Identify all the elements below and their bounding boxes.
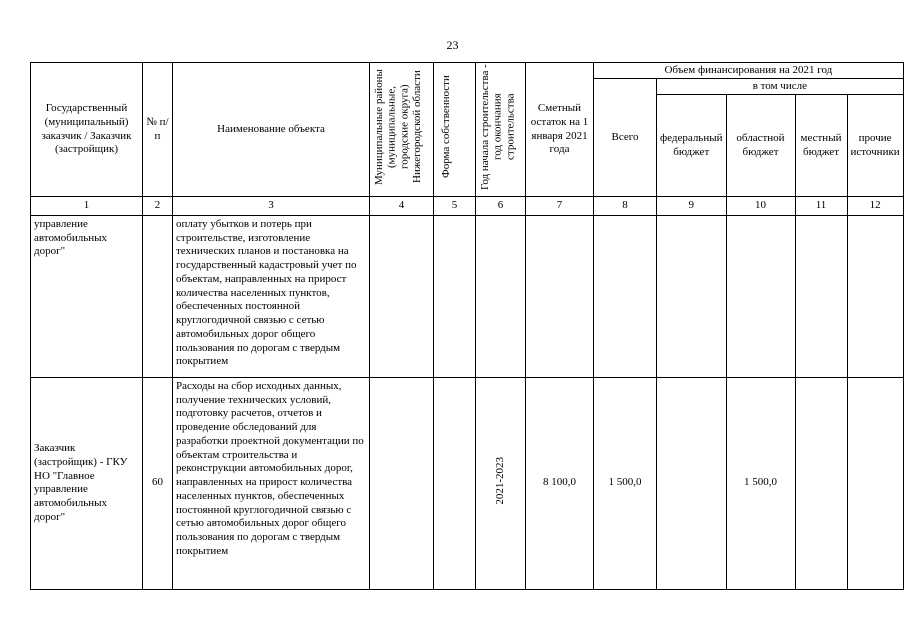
- column-number: 2: [143, 197, 173, 216]
- cell-regional: 1 500,0: [726, 377, 795, 589]
- financing-table: [30, 62, 904, 590]
- header-federal: федеральный бюджет: [657, 95, 727, 197]
- header-years: Год начала строительства - год окончания строительства: [476, 63, 526, 197]
- cell-customer: управление автомобильных дорог": [31, 215, 143, 377]
- column-number: 6: [476, 197, 526, 216]
- cell-local: [795, 215, 847, 377]
- cell-object-name: Расходы на сбор исходных данных, получение технических условий, подготовку расчетов, отчетов и проведение обследований для разработки проектной документации по объектам строительства и реконструкции автомобильных дорог, направленных на прирост количества населенных пунктов, обеспеченных постоянной круглогодичной связью с сетью автомобильных дорог общего пользования по дорогам с твердым покрытием: [173, 377, 370, 589]
- column-number: 12: [847, 197, 903, 216]
- cell-federal: [657, 215, 727, 377]
- header-regional: областной бюджет: [726, 95, 795, 197]
- header-total: Всего: [594, 79, 657, 197]
- header-num: № п/п: [143, 63, 173, 197]
- cell-estimate: 8 100,0: [526, 377, 594, 589]
- cell-other: [847, 215, 903, 377]
- column-number: 10: [726, 197, 795, 216]
- header-districts: Муниципальные районы (муниципальные, городские округа) Нижегородской области: [370, 63, 434, 197]
- header-including: в том числе: [657, 79, 904, 95]
- cell-other: [847, 377, 903, 589]
- header-row-1: [31, 63, 904, 79]
- header-customer: Государственный (муниципальный) заказчик / Заказчик (застройщик): [31, 63, 143, 197]
- header-estimate: Сметный остаток на 1 января 2021 года: [526, 63, 594, 197]
- column-number: 11: [795, 197, 847, 216]
- cell-ownership: [434, 215, 476, 377]
- column-number: 3: [173, 197, 370, 216]
- cell-num: [143, 215, 173, 377]
- cell-federal: [657, 377, 727, 589]
- table-row: [31, 377, 904, 589]
- column-number: 5: [434, 197, 476, 216]
- column-number-row: [31, 197, 904, 216]
- cell-local: [795, 377, 847, 589]
- header-object-name: Наименование объекта: [173, 63, 370, 197]
- cell-total: [594, 215, 657, 377]
- cell-years: [476, 377, 526, 589]
- page-number: 23: [446, 38, 459, 52]
- cell-estimate: [526, 215, 594, 377]
- cell-districts: [370, 215, 434, 377]
- cell-customer: Заказчик (застройщик) - ГКУ НО "Главное управление автомобильных дорог": [31, 377, 143, 589]
- cell-total: 1 500,0: [594, 377, 657, 589]
- header-other: прочие источники: [847, 95, 903, 197]
- column-number: 4: [370, 197, 434, 216]
- years-value: 2021-2023: [494, 457, 507, 505]
- header-financing: Объем финансирования на 2021 год: [594, 63, 904, 79]
- header-ownership: Форма собственности: [434, 63, 476, 197]
- column-number: 7: [526, 197, 594, 216]
- column-number: 8: [594, 197, 657, 216]
- column-number: 1: [31, 197, 143, 216]
- cell-regional: [726, 215, 795, 377]
- cell-districts: [370, 377, 434, 589]
- cell-object-name: оплату убытков и потерь при строительстве, изготовление технических планов и постановка на государственный кадастровый учет по объектам, направленных на прирост количества населенных пунктов, обеспеченных постоянной круглогодичной связью с сетью автомобильных дорог общего пользования по дорогам с твердым покрытием: [173, 215, 370, 377]
- cell-years: [476, 215, 526, 377]
- table-row: [31, 215, 904, 377]
- cell-ownership: [434, 377, 476, 589]
- column-number: 9: [657, 197, 727, 216]
- header-local: местный бюджет: [795, 95, 847, 197]
- cell-num: 60: [143, 377, 173, 589]
